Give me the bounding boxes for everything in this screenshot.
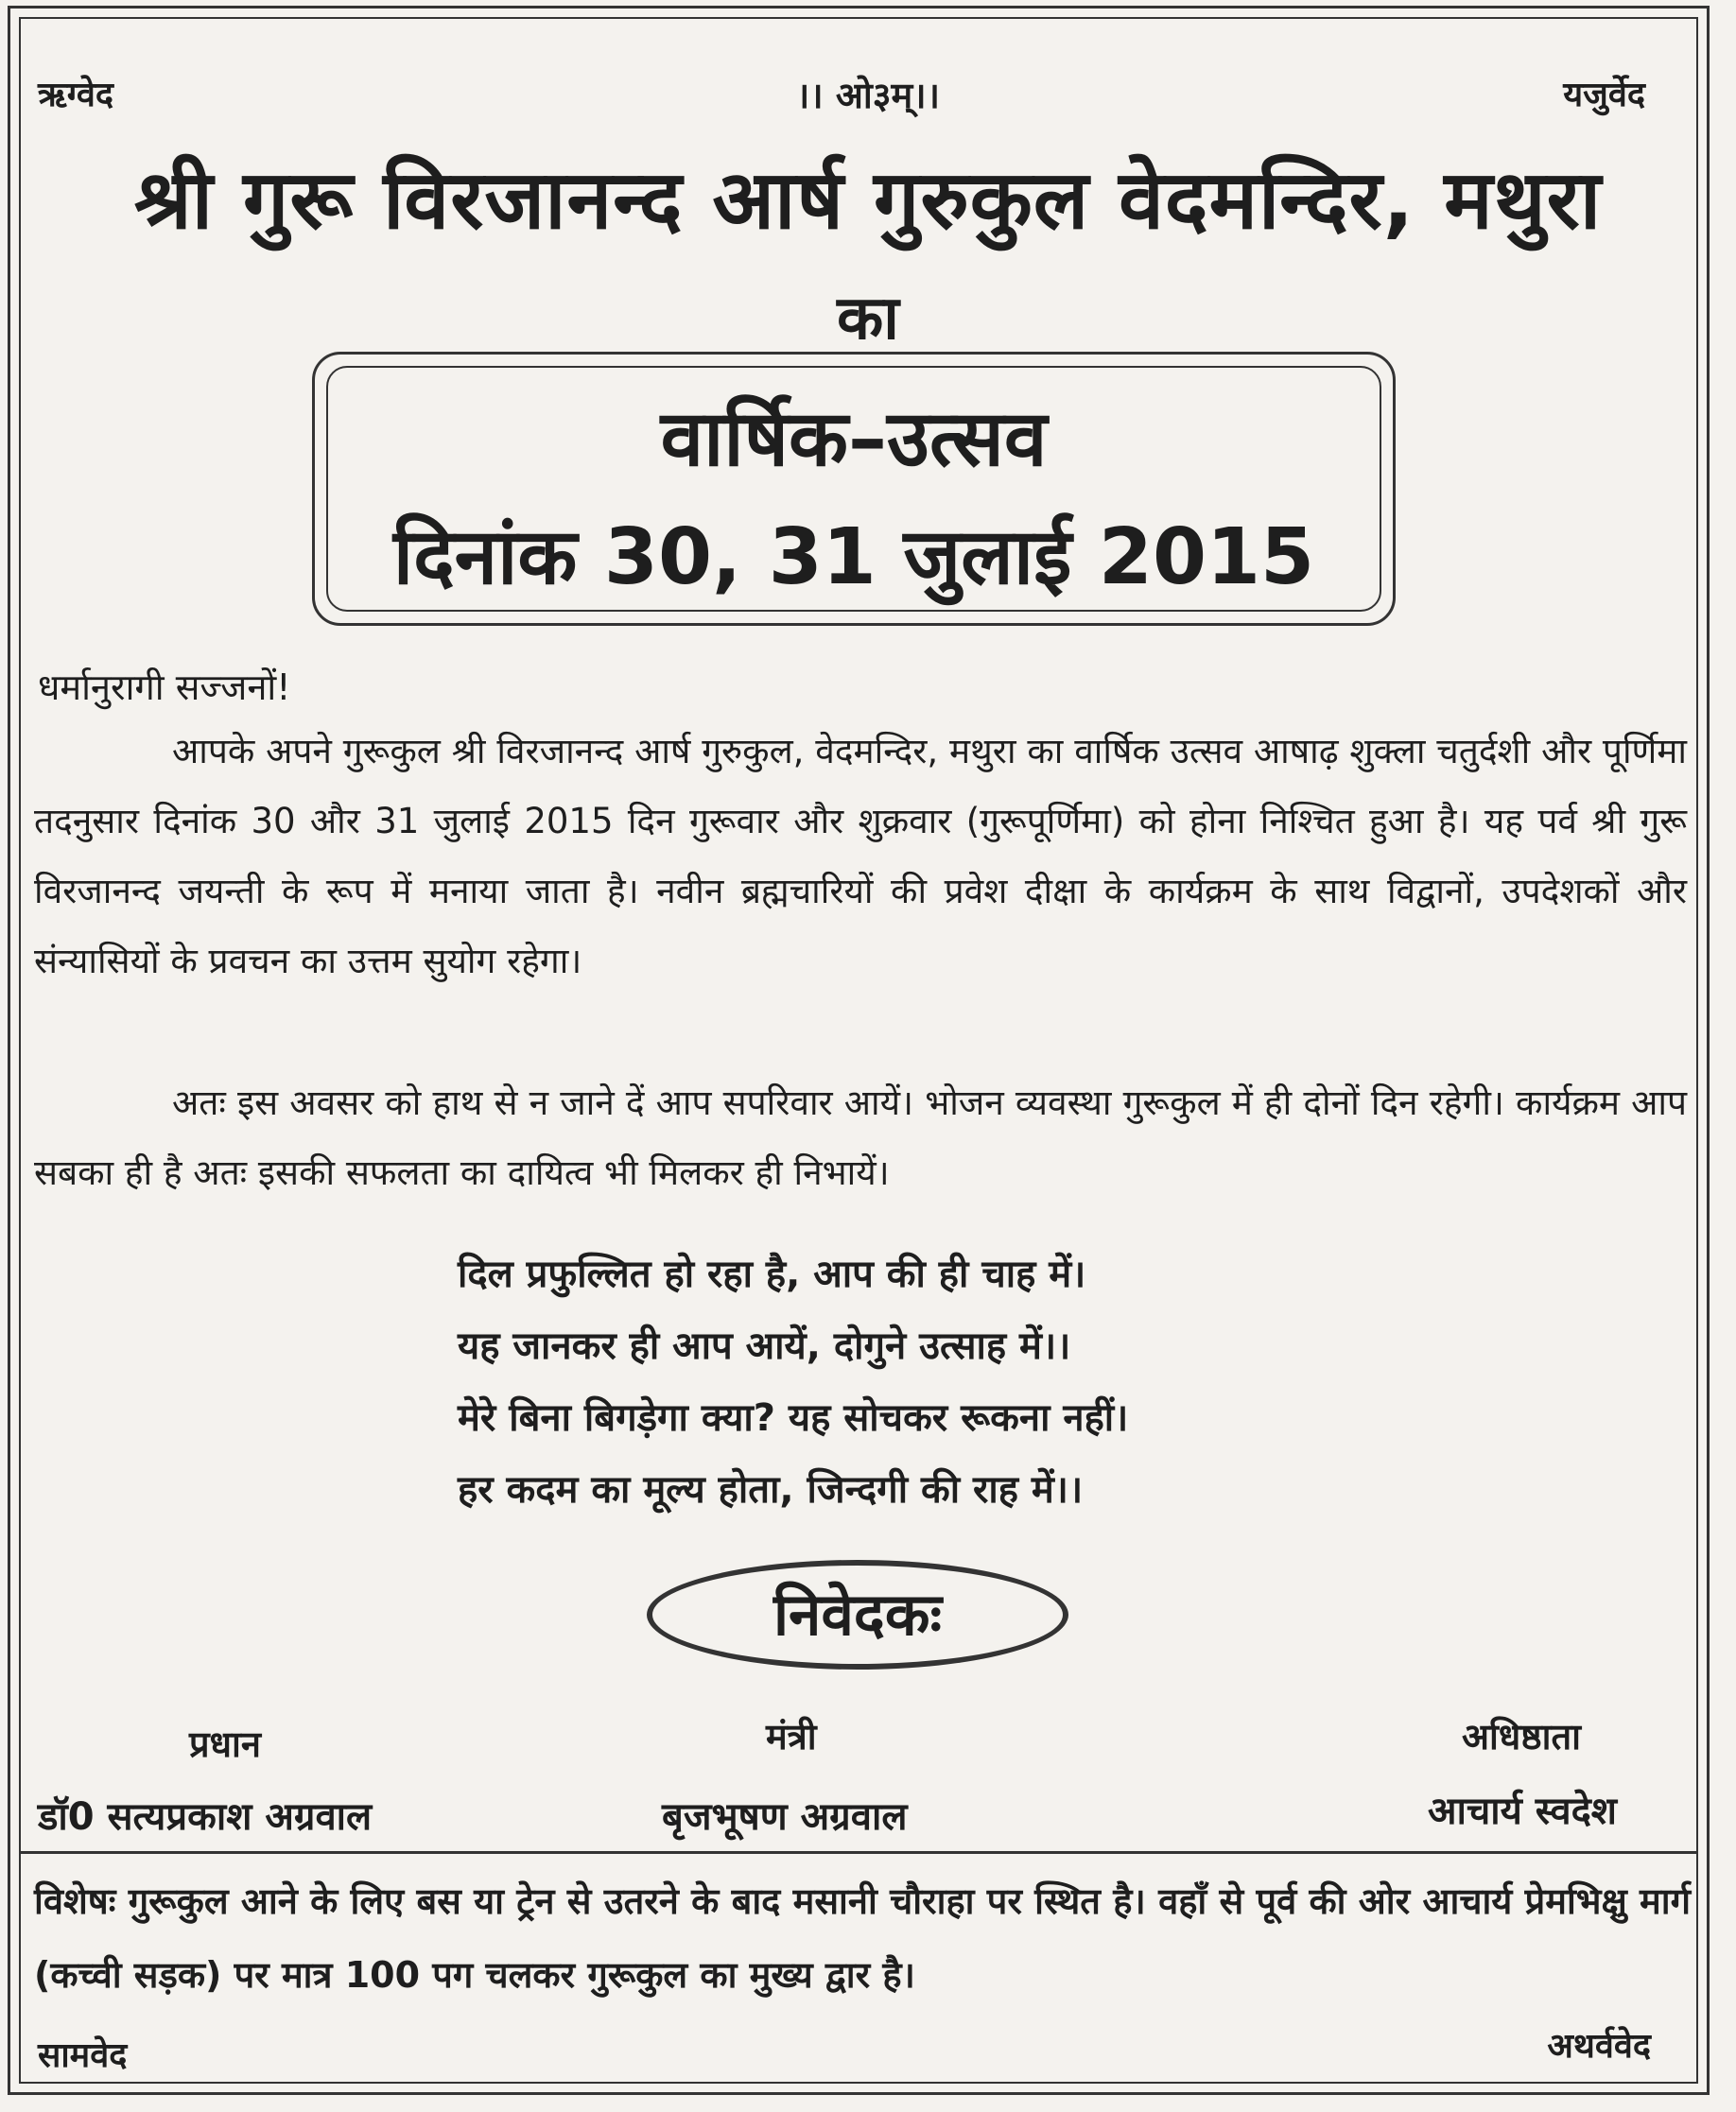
signatory-name-president: डॉ0 सत्यप्रकाश अग्रवाल xyxy=(38,1795,373,1839)
veda-yajurveda-label: यजुर्वेद xyxy=(1563,76,1645,114)
event-name: वार्षिक–उत्सव xyxy=(660,394,1048,484)
poem-line: यह जानकर ही आप आयें, दोगुने उत्साह में।। xyxy=(458,1324,1071,1368)
salutation: धर्मानुरागी सज्जनों! xyxy=(38,666,291,708)
om-invocation: ।। ओ३म्।। xyxy=(795,75,941,116)
event-date: दिनांक 30, 31 जुलाई 2015 xyxy=(392,512,1315,602)
signatory-role-secretary: मंत्री xyxy=(766,1716,817,1757)
invitation-paragraph-1: आपके अपने गुरूकुल श्री विरजानन्द आर्ष गुरुकुल, वेदमन्दिर, मथुरा का वार्षिक उत्सव आषाढ़ शुक्ला चतुर्दशी और पूर्णिमा तदनुसार दिनांक 30 और 31 जुलाई 2015 दिन गुरूवार और शुक्रवार (गुरूपूर्णिमा) को होना निश्चित हुआ है। यह पर्व श्री गुरू विरजानन्द जयन्ती के रूप में मनाया जाता है। नवीन ब्रह्मचारियों की प्रवेश दीक्षा के कार्यक्रम के साथ विद्वानों, उपदेशकों और संन्यासियों के प्रवचन का उत्तम सुयोग रहेगा। xyxy=(34,731,1687,981)
poem xyxy=(458,1238,1128,1526)
directions-note: विशेषः गुरूकुल आने के लिए बस या ट्रेन से उतरने के बाद मसानी चौराहा पर स्थित है। वहाँ से पूर्व की ओर आचार्य प्रेमभिक्षु मार्ग (कच्वी सड़क) पर मात्र 100 पग चलकर गुरूकुल का मुख्य द्वार है। xyxy=(34,1880,1691,1996)
signatory-name-secretary: बृजभूषण अग्रवाल xyxy=(662,1795,908,1839)
signatory-role-director: अधिष्ठाता xyxy=(1462,1716,1581,1757)
title-connector: का xyxy=(837,284,899,354)
signatory-role-president: प्रधान xyxy=(189,1723,261,1765)
poem-line: मेरे बिना बिगड़ेगा क्या? यह सोचकर रूकना नहीं। xyxy=(458,1396,1129,1440)
signatory-name-director: आचार्य स्वदेश xyxy=(1428,1790,1618,1833)
gurukul-title: श्री गुरू विरजानन्द आर्ष गुरुकुल वेदमन्दिर, मथुरा xyxy=(133,153,1603,248)
veda-samaveda-label: सामवेद xyxy=(38,2036,128,2075)
veda-atharvaveda-label: अथर्ववेद xyxy=(1547,2027,1651,2066)
footer-divider xyxy=(19,1851,1698,1854)
poem-line: दिल प्रफुल्लित हो रहा है, आप की ही चाह में। xyxy=(458,1253,1086,1296)
nivedak-heading: निवेदकः xyxy=(773,1580,942,1649)
veda-rigveda-label: ऋग्वेद xyxy=(38,76,113,114)
poem-line: हर कदम का मूल्य होता, जिन्दगी की राह में।। xyxy=(458,1468,1084,1512)
invitation-paragraph-2: अतः इस अवसर को हाथ से न जाने दें आप सपरिवार आयें। भोजन व्यवस्था गुरूकुल में ही दोनों दिन रहेगी। कार्यक्रम आप सबका ही है अतः इसकी सफलता का दायित्व भी मिलकर ही निभायें। xyxy=(34,1082,1687,1193)
